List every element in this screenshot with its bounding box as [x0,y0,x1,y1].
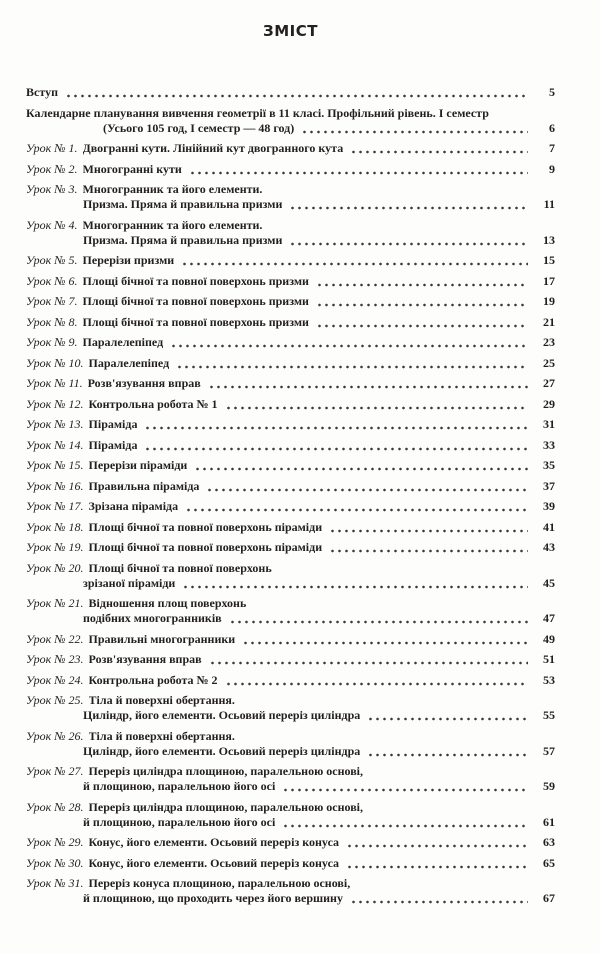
page-title: ЗМІСТ [263,22,318,40]
toc-entry [26,315,555,330]
toc-entry-title: Розв'язування вправ [87,376,201,390]
toc-entry [26,693,555,723]
page-number: 67 [543,891,555,905]
toc-entry-title: Зрізана піраміда [88,499,179,513]
toc-entry-title: Перерізи піраміди [88,458,188,472]
toc-entry-title: Конус, його елементи. Осьовий переріз конуса [88,835,340,849]
lesson-number-label: Урок № 1. [26,141,78,155]
dot-leader [289,242,528,246]
toc-entry-line [26,438,555,453]
toc-entry-line [26,891,555,906]
toc-entry-line [26,197,555,212]
toc-entry-title: зрізаної піраміди [83,575,176,590]
toc-entry [26,835,555,850]
page-number: 6 [549,120,555,135]
lesson-number-label: Урок № 17. [26,499,84,513]
dot-leader [350,900,528,904]
toc-entry [26,253,555,268]
toc-entry [26,729,555,759]
toc-entry-line [26,561,555,576]
toc-entry-title: Площі бічної та повної поверхонь призми [82,314,309,329]
dot-leader [189,171,528,175]
lesson-number-label: Урок № 7. [26,294,78,308]
page-number: 59 [543,779,555,793]
toc-entry-title: Піраміда [88,417,138,431]
dot-leader [181,262,528,266]
lesson-number-label: Урок № 31. [26,876,84,890]
dot-leader [182,585,528,589]
page-number: 63 [543,835,555,849]
toc-entry-title: Контрольна робота № 2 [88,672,218,687]
toc-entry-line [26,182,555,197]
dot-leader [289,206,528,210]
dot-leader [144,426,528,430]
page-number: 23 [543,335,555,349]
toc-entry-title: Площі бічної та повної поверхонь призми [82,273,309,288]
toc-entry-title: Площі бічної та повної поверхонь піраміди [88,540,323,554]
toc-entry-title: й площиною, що проходить через його вершину [83,891,343,905]
dot-leader [225,682,528,686]
toc-entry-line [26,315,555,330]
toc-entry-title: Паралелепіпед [82,335,164,349]
dot-leader [176,365,528,369]
toc-entry [26,876,555,906]
toc-entry [26,540,555,555]
toc-entry-line [26,233,555,248]
page-number: 45 [543,575,555,590]
lesson-number-label: Урок № 2. [26,161,78,176]
lesson-number-label: Урок № 29. [26,835,84,849]
dot-leader [350,150,528,154]
dot-leader [282,788,528,792]
dot-leader [316,283,528,287]
dot-leader [346,865,528,869]
page-number: 53 [543,672,555,687]
page-number: 19 [543,294,555,308]
toc-entry [26,417,555,432]
page-number: 7 [549,141,555,155]
page-number: 61 [543,814,555,829]
dot-leader [206,488,528,492]
toc-entry-line [26,632,555,647]
lesson-number-label: Урок № 10. [26,355,84,370]
toc-entry-line [26,274,555,289]
toc-entry [26,652,555,667]
lesson-number-label: Урок № 25. [26,693,84,707]
page-number: 17 [543,273,555,288]
toc-entry-title: Площі бічної та повної поверхонь [88,560,272,575]
page-number: 27 [543,376,555,390]
page-number: 15 [543,253,555,267]
toc-entry-title: Контрольна робота № 1 [88,396,218,411]
dot-leader [367,753,528,757]
lesson-number-label: Урок № 30. [26,855,84,870]
toc-entry-line [26,693,555,708]
toc-entry-title: Вступ [26,85,58,99]
toc-entry [26,479,555,494]
toc-entry-line [26,294,555,309]
toc-entry-title: Перерізи призми [82,253,175,267]
toc-entry-title: Площі бічної та повної поверхонь призми [82,294,309,308]
toc-entry-title: Календарне планування вивчення геометрії в 11 класі. Профільний рівень. I семестр [26,105,489,120]
toc-entry-line [26,596,555,611]
lesson-number-label: Урок № 26. [26,728,84,743]
page-number: 37 [543,478,555,493]
lesson-number-label: Урок № 6. [26,273,78,288]
lesson-number-label: Урок № 12. [26,396,84,411]
dot-leader [170,344,528,348]
toc-entry-title: Відношення площ поверхонь [88,596,247,610]
toc-entry-title: Тіла й поверхні обертання. [88,693,235,707]
toc-entry-title: Переріз циліндра площиною, паралельною основі, [88,764,364,778]
dot-leader [208,385,528,389]
toc-entry [26,356,555,371]
toc-entry-line [26,397,555,412]
toc-entry-title: й площиною, паралельною його осі [83,814,276,829]
page-number: 31 [543,417,555,431]
toc-entry-line [26,162,555,177]
toc-entry [26,274,555,289]
toc-entry-title: Циліндр, його елементи. Осьовий переріз циліндра [83,708,361,722]
toc-entry-title: Правильна піраміда [88,478,200,493]
toc-entry-title: подібних многогранників [83,611,222,625]
toc-entry [26,376,555,391]
toc-entry-title: Розв'язування вправ [88,652,202,666]
toc-entry-title: Площі бічної та повної поверхонь піраміди [88,519,323,534]
toc-entry [26,520,555,535]
toc-entry-title: Призма. Пряма й правильна призми [83,197,283,211]
page-number: 33 [543,437,555,452]
toc-entry [26,458,555,473]
toc-entry-line [26,708,555,723]
toc-entry-line [26,356,555,371]
toc-entry-title: Піраміда [88,437,138,452]
toc-entry-line [26,121,555,136]
page-number: 9 [549,161,555,176]
toc-entry-line [26,673,555,688]
dot-leader [316,324,528,328]
toc-entry-line [26,876,555,891]
toc-entry-line [26,815,555,830]
page-number: 65 [543,855,555,870]
toc-entry [26,141,555,156]
page-number: 41 [543,519,555,534]
toc-entry-line [26,106,555,121]
dot-leader [282,824,528,828]
toc-entry [26,294,555,309]
toc-entry-line [26,458,555,473]
toc-entry-title: Правильні многогранники [88,631,236,646]
toc-entry [26,106,555,136]
page-number: 43 [543,540,555,554]
toc-entry [26,182,555,212]
toc-entry [26,561,555,591]
toc-entry-title: Переріз циліндра площиною, паралельною основі, [88,799,364,814]
toc-entry-line [26,499,555,514]
toc-entry [26,856,555,871]
lesson-number-label: Урок № 23. [26,652,84,666]
toc-entry-line [26,218,555,233]
toc-entry-line [26,520,555,535]
toc-entry-line [26,856,555,871]
dot-leader [316,303,528,307]
page-number: 47 [543,611,555,625]
lesson-number-label: Урок № 8. [26,314,78,329]
lesson-number-label: Урок № 22. [26,631,84,646]
toc-entry-line [26,479,555,494]
lesson-number-label: Урок № 19. [26,540,84,554]
page-number: 29 [543,396,555,411]
dot-leader [65,94,528,98]
lesson-number-label: Урок № 21. [26,596,84,610]
toc-entry-line [26,576,555,591]
lesson-number-label: Урок № 9. [26,335,78,349]
page-number: 21 [543,314,555,329]
toc-entry [26,499,555,514]
toc-entry-title: Многогранні кути [82,161,182,176]
page-number: 25 [543,355,555,370]
dot-leader [329,529,528,533]
dot-leader [346,844,528,848]
toc-entry-line [26,540,555,555]
toc-entry [26,438,555,453]
lesson-number-label: Урок № 24. [26,672,84,687]
toc-entry-title: Переріз конуса площиною, паралельною основі, [88,876,351,890]
toc-entry-line [26,417,555,432]
toc-entry [26,85,555,100]
lesson-number-label: Урок № 4. [26,217,78,232]
lesson-number-label: Урок № 27. [26,764,84,778]
page-number: 5 [549,85,555,99]
toc-entry-title: (Усього 105 год, I семестр — 48 год) [103,120,295,135]
dot-leader [209,661,528,665]
page-number: 57 [543,743,555,758]
dot-leader [229,620,528,624]
dot-leader [301,130,528,134]
dot-leader [242,641,528,645]
toc-entry-line [26,835,555,850]
toc-entry [26,397,555,412]
toc-entry-title: Паралелепіпед [88,355,170,370]
toc-entry [26,673,555,688]
lesson-number-label: Урок № 15. [26,458,84,472]
toc-entry [26,764,555,794]
toc-entry-title: Циліндр, його елементи. Осьовий переріз циліндра [83,743,361,758]
toc-entry-title: Тіла й поверхні обертання. [88,728,235,743]
toc-list [26,85,555,906]
dot-leader [367,717,528,721]
toc-entry-line [26,376,555,391]
toc-entry-line [26,652,555,667]
lesson-number-label: Урок № 14. [26,437,84,452]
toc-entry [26,335,555,350]
lesson-number-label: Урок № 11. [26,376,83,390]
dot-leader [144,447,528,451]
page-number: 51 [543,652,555,666]
toc-entry-title: Многогранник та його елементи. [82,217,263,232]
toc-entry-title: Призма. Пряма й правильна призми [83,232,283,247]
toc-entry-line [26,85,555,100]
toc-entry [26,596,555,626]
toc-entry-line [26,253,555,268]
toc-entry [26,632,555,647]
lesson-number-label: Урок № 3. [26,182,78,196]
page-number: 35 [543,458,555,472]
page-number: 49 [543,631,555,646]
toc-entry-line [26,779,555,794]
page-number: 39 [543,499,555,513]
toc-entry-title: Конус, його елементи. Осьовий переріз конуса [88,855,340,870]
toc-entry-line [26,141,555,156]
lesson-number-label: Урок № 5. [26,253,78,267]
toc-entry-line [26,729,555,744]
page-number: 13 [543,232,555,247]
toc-entry-line [26,744,555,759]
toc-entry [26,218,555,248]
toc-entry-line [26,335,555,350]
lesson-number-label: Урок № 16. [26,478,84,493]
dot-leader [329,549,528,553]
toc-entry-title: Многогранник та його елементи. [82,182,263,196]
dot-leader [185,508,528,512]
page-number: 11 [543,197,555,211]
lesson-number-label: Урок № 13. [26,417,84,431]
lesson-number-label: Урок № 18. [26,519,84,534]
toc-entry-title: Двогранні кути. Лінійний кут двогранного кута [82,141,344,155]
dot-leader [225,406,528,410]
toc-entry-line [26,800,555,815]
toc-entry [26,800,555,830]
lesson-number-label: Урок № 28. [26,799,84,814]
dot-leader [194,467,528,471]
page-number: 55 [543,708,555,722]
toc-entry-title: й площиною, паралельною його осі [83,779,276,793]
toc-entry [26,162,555,177]
toc-entry-line [26,611,555,626]
toc-entry-line [26,764,555,779]
lesson-number-label: Урок № 20. [26,560,84,575]
